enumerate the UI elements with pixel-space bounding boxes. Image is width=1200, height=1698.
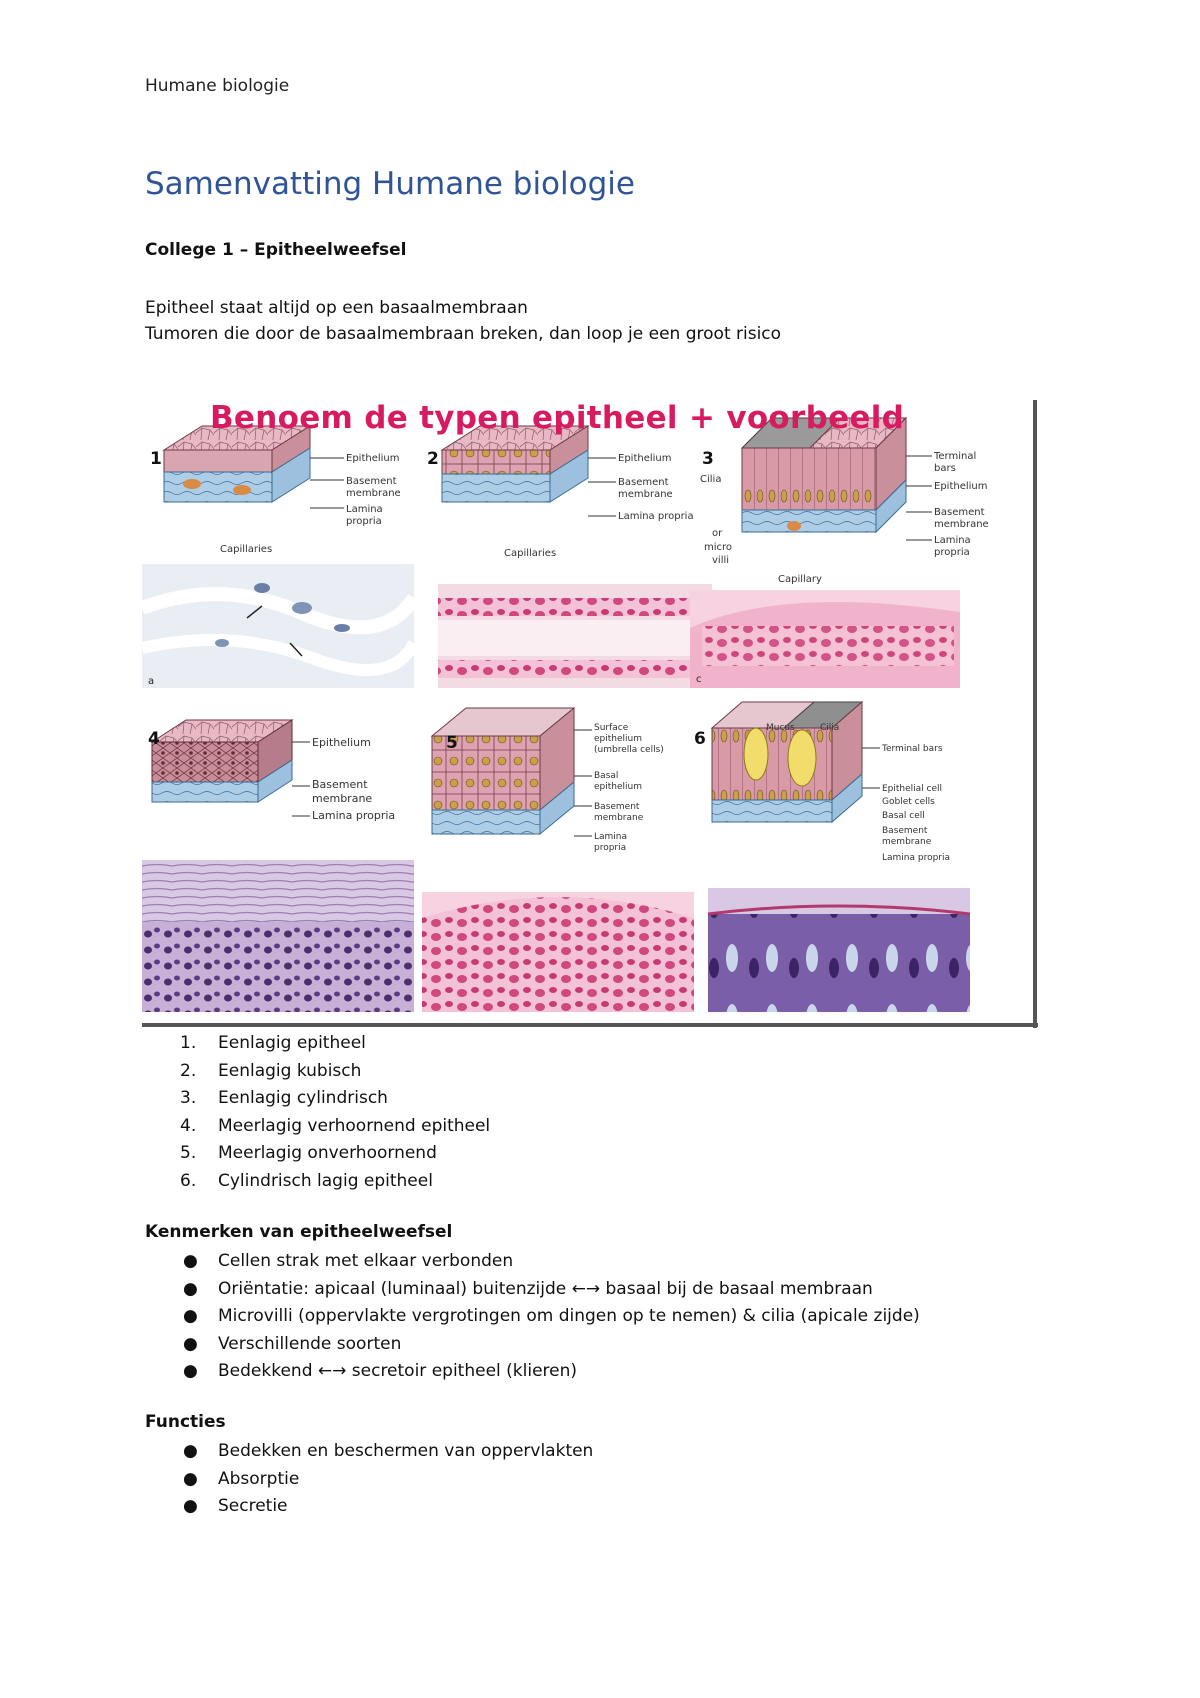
panel-6-label-mucus: Mucus [766, 723, 795, 733]
panel-4-label-epithelium: Epithelium [312, 736, 371, 749]
panel-3-label-micro: micro [704, 542, 733, 553]
list-number: 3. [180, 1088, 197, 1108]
panel-4-diagram [152, 720, 292, 802]
list-text: Meerlagig verhoornend epitheel [218, 1115, 491, 1136]
panel-2-micrograph [438, 584, 712, 688]
panel-3-number: 3 [702, 449, 714, 469]
list-text: Cellen strak met elkaar verbonden [218, 1251, 514, 1271]
panel-4-label-membrane: membrane [312, 792, 373, 805]
kenmerken-list [180, 1248, 920, 1386]
list-item [180, 1030, 490, 1058]
page-header: Humane biologie [145, 76, 290, 96]
list-item [180, 1140, 490, 1168]
list-number: 1. [180, 1033, 197, 1053]
bullet-icon: ● [183, 1441, 198, 1461]
panel-6-label-epithelial-cell: Epithelial cell [882, 784, 943, 794]
panel-1-label-membrane: membrane [346, 488, 401, 499]
panel-6-micrograph [708, 888, 970, 1012]
list-item [180, 1303, 920, 1331]
panel-3-micro-label: c [696, 674, 702, 685]
panel-3-label-capillary: Capillary [778, 574, 822, 585]
panel-6-label-terminal-bars: Terminal bars [882, 744, 943, 754]
panel-5-label-surface: Surface [594, 723, 629, 733]
panel-5-label-surface-epithelium: epithelium [594, 734, 642, 744]
intro-line-1: Epitheel staat altijd op een basaalmembraan [145, 298, 528, 318]
functies-list [180, 1438, 593, 1521]
figure-title: Benoem de typen epitheel + voorbeeld [210, 400, 905, 436]
list-text: Meerlagig onverhoornend [218, 1143, 437, 1163]
panel-6-diagram [712, 702, 862, 822]
panel-1-micrograph [142, 564, 414, 688]
epithelium-figure [142, 398, 1040, 1028]
panel-3-label-cilia: Cilia [700, 474, 722, 485]
list-text: Bedekkend ←→ secretoir epitheel (klieren) [218, 1361, 578, 1381]
panel-1-label-propria: propria [346, 516, 382, 527]
panel-5-label-basal-epithelium: epithelium [594, 782, 642, 792]
list-item [180, 1466, 593, 1494]
panel-3-label-terminal: Terminal [934, 451, 977, 462]
panel-3-micrograph [690, 590, 960, 688]
panel-6-number: 6 [694, 729, 706, 749]
panel-2-label-lamina: Lamina propria [618, 511, 694, 522]
intro-paragraph [145, 295, 781, 347]
panel-5-label-basement: Basement [594, 802, 640, 812]
panel-6-label-goblet-cells: Goblet cells [882, 797, 935, 807]
list-item [180, 1493, 593, 1521]
panel-5-label-umbrella: (umbrella cells) [594, 745, 664, 755]
panel-4-label-lamina: Lamina propria [312, 809, 396, 822]
panel-3-label-membrane: membrane [934, 519, 989, 530]
panel-4-number: 4 [148, 729, 160, 749]
list-item [180, 1248, 920, 1276]
panel-5-label-basal: Basal [594, 771, 619, 781]
bullet-icon: ● [183, 1278, 198, 1299]
bullet-icon: ● [183, 1333, 198, 1354]
panel-3-label-epithelium: Epithelium [934, 481, 988, 492]
panel-6-label-basal-cell: Basal cell [882, 811, 925, 821]
panel-4-micrograph [142, 860, 414, 1012]
bullet-icon: ● [183, 1361, 198, 1381]
list-number: 6. [180, 1170, 197, 1191]
list-text: Bedekken en beschermen van oppervlakten [218, 1441, 594, 1461]
bullet-icon: ● [183, 1251, 198, 1271]
list-text: Eenlagig epitheel [218, 1033, 366, 1053]
panel-2-label-basement: Basement [618, 477, 669, 488]
panel-5-number: 5 [446, 733, 458, 753]
list-text: Cylindrisch lagig epitheel [218, 1170, 433, 1191]
panel-5-label-lamina: Lamina [594, 832, 628, 842]
panel-3-label-villi: villi [712, 555, 730, 566]
epithelium-types-list [180, 1030, 490, 1195]
panel-2-label-capillaries: Capillaries [504, 548, 557, 559]
panel-1-number: 1 [150, 449, 162, 469]
panel-1-label-capillaries: Capillaries [220, 544, 273, 555]
list-number: 2. [180, 1060, 197, 1081]
panel-6-label-basement: Basement [882, 826, 928, 836]
panel-5-micrograph [422, 892, 694, 1012]
list-number: 5. [180, 1143, 197, 1163]
panel-6-label-lamina-propria: Lamina propria [882, 853, 951, 863]
panel-5-label-membrane: membrane [594, 813, 644, 823]
panel-3-label-bars: bars [934, 463, 956, 474]
list-text: Oriëntatie: apicaal (luminaal) buitenzijde ←→ basaal bij de basaal membraan [218, 1278, 873, 1299]
panel-3-label-lamina: Lamina [934, 535, 971, 546]
bullet-icon: ● [183, 1468, 198, 1489]
panel-3-label-propria: propria [934, 547, 970, 558]
list-text: Absorptie [218, 1468, 300, 1489]
bullet-icon: ● [183, 1306, 198, 1326]
list-item [180, 1085, 490, 1113]
panel-1-diagram [164, 426, 310, 502]
panel-2-label-epithelium: Epithelium [618, 453, 672, 464]
panel-4-label-basement: Basement [312, 778, 368, 791]
panel-2-number: 2 [427, 449, 439, 469]
panel-3-label-basement: Basement [934, 507, 985, 518]
college-heading: College 1 – Epitheelweefsel [145, 240, 407, 260]
list-item [180, 1276, 920, 1304]
list-number: 4. [180, 1115, 197, 1136]
list-text: Microvilli (oppervlakte vergrotingen om dingen op te nemen) & cilia (apicale zijde) [218, 1306, 920, 1326]
panel-1-micro-label: a [148, 676, 155, 687]
panel-1-label-basement: Basement [346, 476, 397, 487]
panel-6-label-cilia: Cilia [820, 723, 840, 733]
intro-line-2: Tumoren die door de basaalmembraan breken, dan loop je een groot risico [145, 324, 782, 344]
list-text: Verschillende soorten [218, 1333, 402, 1354]
panel-6-label-membrane: membrane [882, 837, 932, 847]
panel-5-label-propria: propria [594, 843, 627, 853]
list-item [180, 1331, 920, 1359]
functies-heading: Functies [145, 1412, 226, 1432]
list-text: Eenlagig cylindrisch [218, 1088, 388, 1108]
list-item [180, 1058, 490, 1086]
list-text: Secretie [218, 1496, 288, 1516]
panel-2-diagram [442, 426, 588, 502]
list-item [180, 1168, 490, 1196]
panel-3-label-or: or [712, 528, 723, 539]
list-item [180, 1358, 920, 1386]
list-item [180, 1113, 490, 1141]
document-title: Samenvatting Humane biologie [145, 166, 635, 202]
panel-5-diagram [432, 708, 574, 834]
list-text: Eenlagig kubisch [218, 1060, 362, 1081]
panel-2-label-membrane: membrane [618, 489, 673, 500]
panel-1-label-lamina: Lamina [346, 504, 383, 515]
list-item [180, 1438, 593, 1466]
panel-1-label-epithelium: Epithelium [346, 453, 400, 464]
kenmerken-heading: Kenmerken van epitheelweefsel [145, 1222, 453, 1242]
bullet-icon: ● [183, 1496, 198, 1516]
